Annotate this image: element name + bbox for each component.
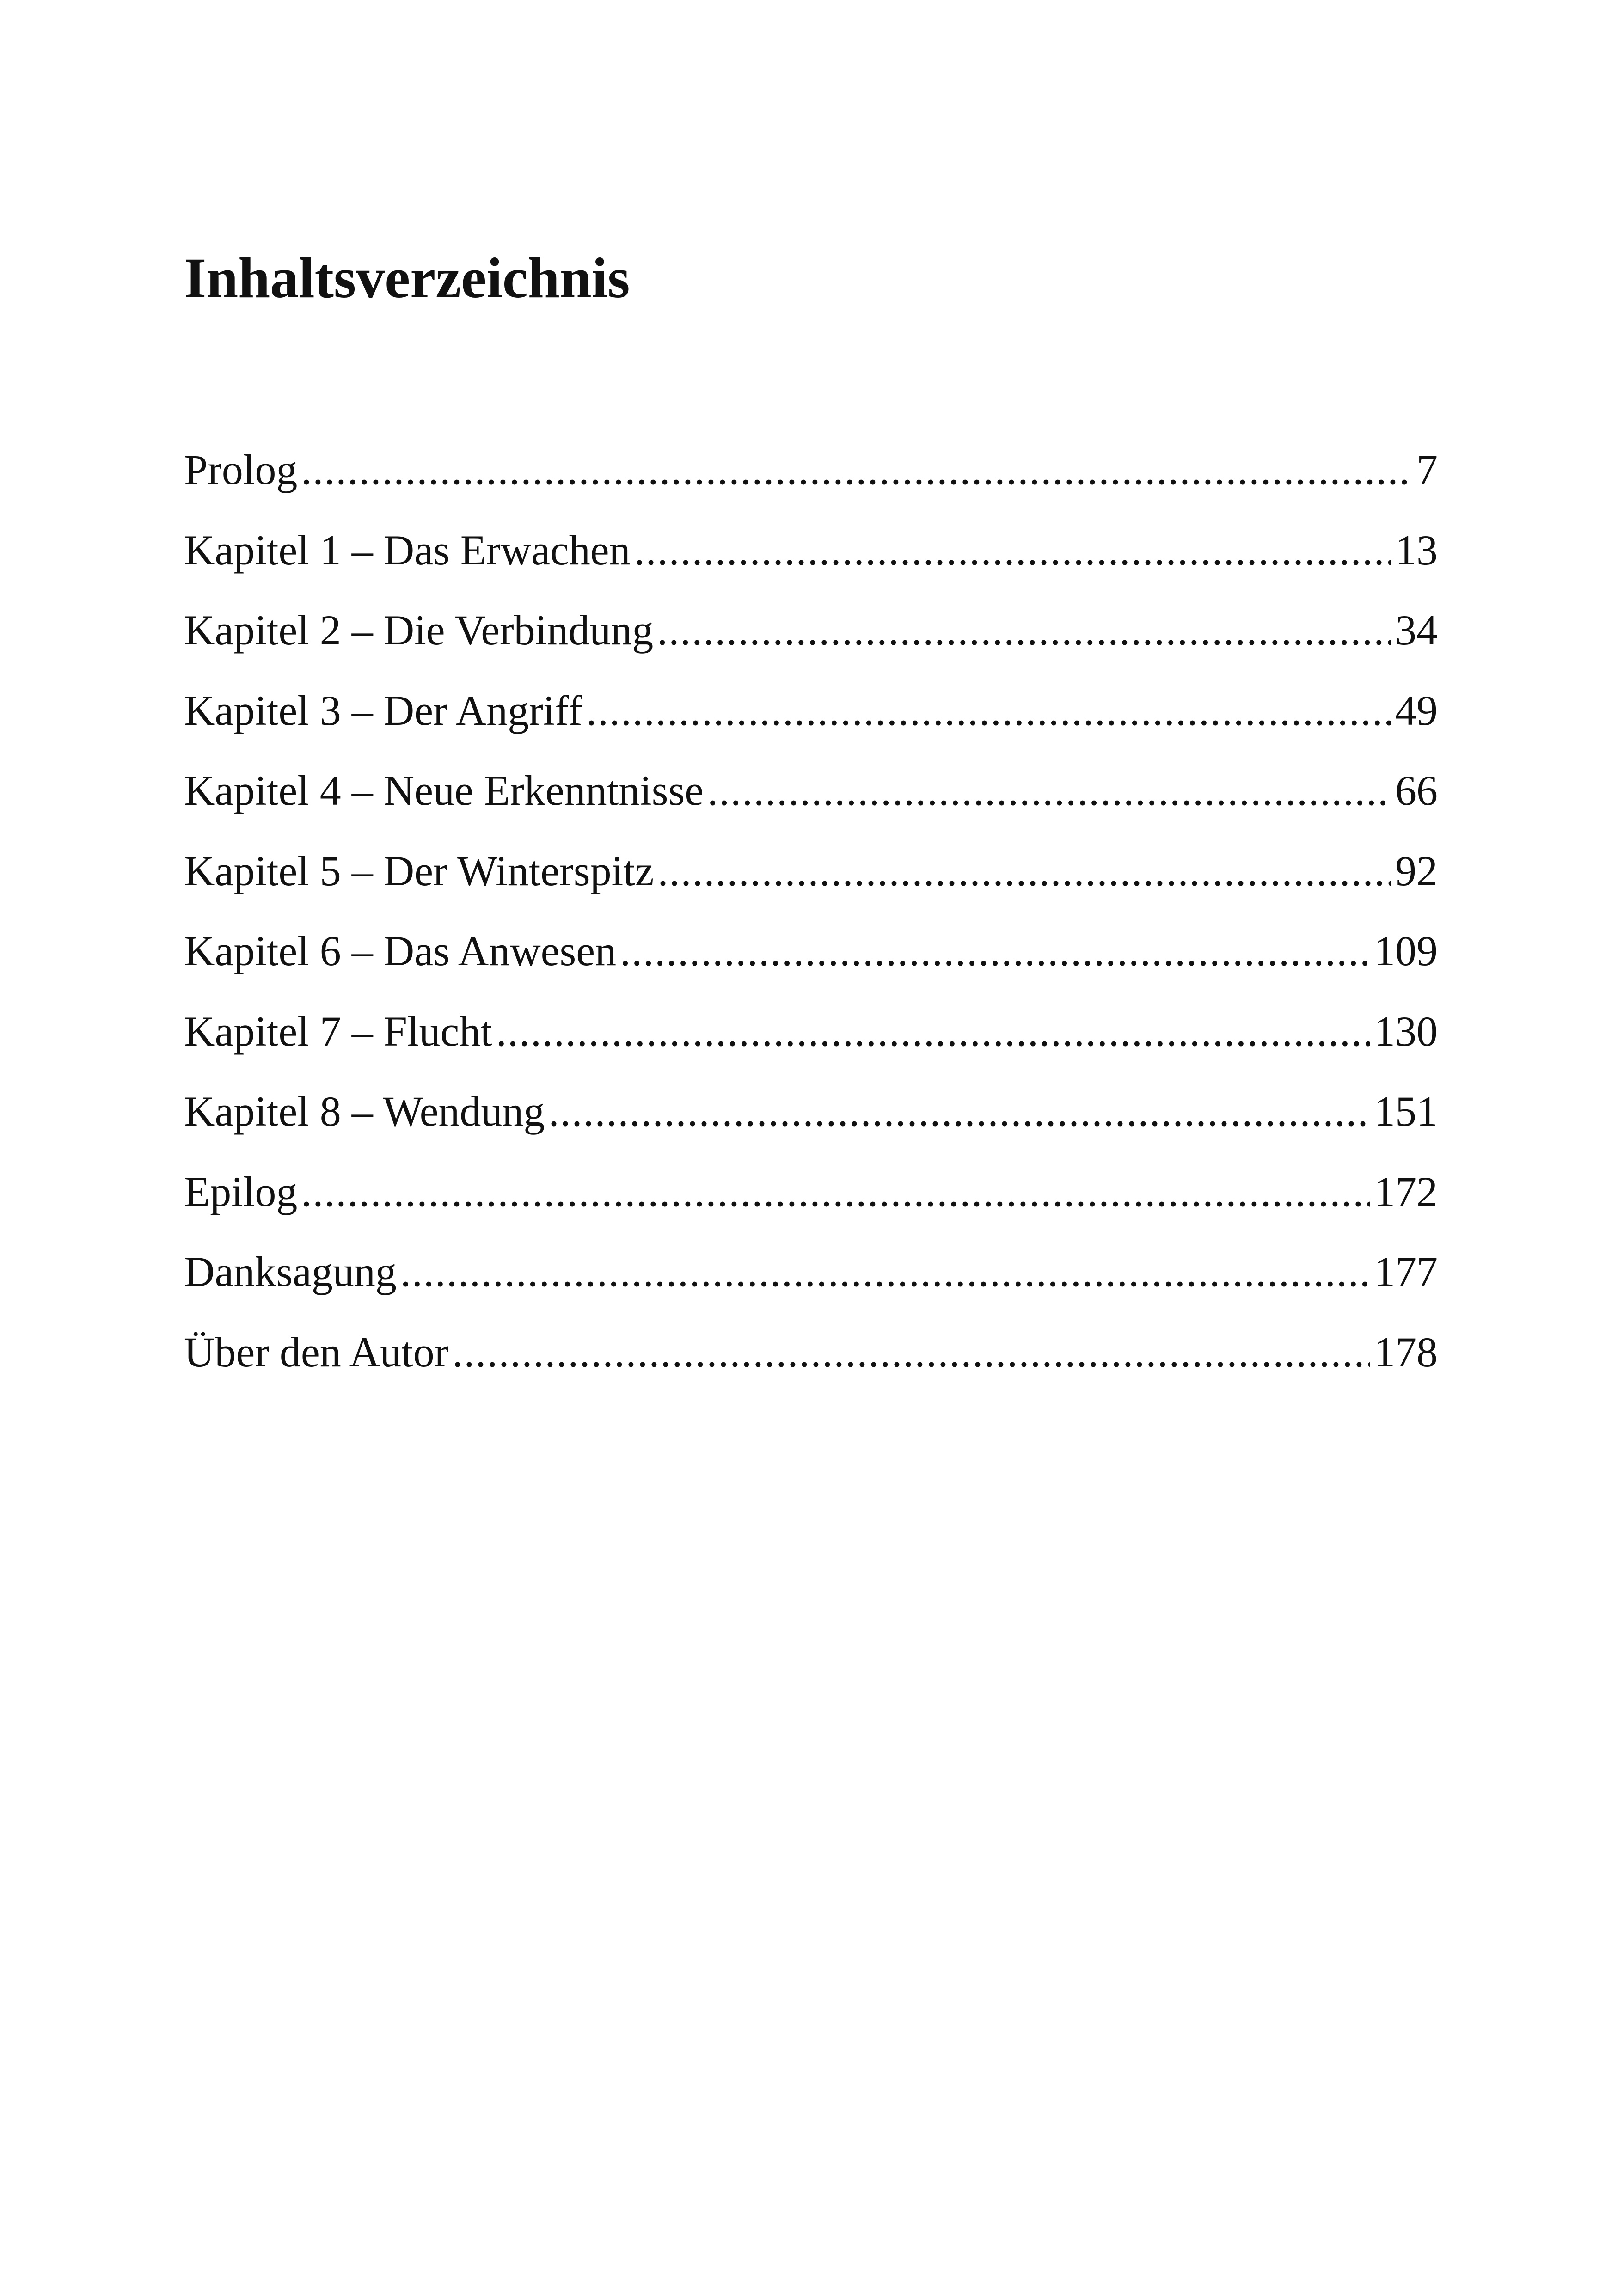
toc-dot-leader (586, 689, 1391, 732)
toc-page-number: 178 (1374, 1328, 1438, 1376)
toc-dot-leader (658, 850, 1391, 892)
toc-dot-leader (707, 769, 1391, 812)
toc-entry-label: Kapitel 1 – Das Erwachen (184, 526, 631, 574)
toc-entry-label: Danksagung (184, 1248, 397, 1295)
toc-dot-leader (657, 609, 1391, 651)
toc-dot-leader (452, 1331, 1370, 1373)
toc-page-number: 7 (1416, 446, 1438, 493)
toc-entry-label: Kapitel 5 – Der Winterspitz (184, 847, 654, 894)
toc-dot-leader (634, 529, 1391, 571)
toc-page-number: 109 (1374, 927, 1438, 974)
toc-entry-prolog[interactable] (184, 448, 1438, 529)
toc-page-number: 13 (1395, 526, 1438, 574)
toc-entry-kapitel-3[interactable] (184, 686, 1438, 770)
toc-entry-label: Epilog (184, 1168, 298, 1215)
toc-dot-leader (496, 1010, 1370, 1053)
toc-page-number: 130 (1374, 1007, 1438, 1055)
toc-entry-danksagung[interactable] (184, 1250, 1438, 1331)
toc-dot-leader (400, 1250, 1370, 1293)
toc-dot-leader (301, 448, 1413, 491)
toc-entry-kapitel-1[interactable] (184, 526, 1438, 609)
toc-entry-kapitel-5[interactable] (184, 847, 1438, 930)
toc-entry-label: Kapitel 3 – Der Angriff (184, 686, 582, 734)
toc-entry-epilog[interactable] (184, 1170, 1438, 1251)
toc-entry-kapitel-2[interactable] (184, 606, 1438, 689)
toc-page-number: 66 (1395, 767, 1438, 814)
toc-page-number: 151 (1374, 1088, 1438, 1135)
toc-entry-label: Über den Autor (184, 1328, 449, 1376)
toc-entry-label: Prolog (184, 446, 298, 493)
toc-entry-label: Kapitel 7 – Flucht (184, 1007, 492, 1055)
toc-entry-kapitel-8[interactable] (184, 1090, 1438, 1170)
toc-entry-ueber-den-autor[interactable] (184, 1328, 1438, 1411)
page-title: Inhaltsverzeichnis (184, 246, 630, 310)
toc-entry-label: Kapitel 4 – Neue Erkenntnisse (184, 767, 704, 814)
toc-page-number: 92 (1395, 847, 1438, 894)
toc-dot-leader (548, 1090, 1370, 1133)
table-of-contents (184, 448, 1438, 1411)
toc-entry-kapitel-4[interactable] (184, 769, 1438, 850)
toc-entry-kapitel-6[interactable] (184, 927, 1438, 1010)
toc-entry-label: Kapitel 2 – Die Verbindung (184, 606, 654, 654)
toc-page-number: 177 (1374, 1248, 1438, 1295)
toc-page-number: 34 (1395, 606, 1438, 654)
toc-page-number: 172 (1374, 1168, 1438, 1215)
toc-dot-leader (301, 1170, 1370, 1213)
toc-page-number: 49 (1395, 686, 1438, 734)
toc-dot-leader (620, 930, 1370, 972)
toc-entry-kapitel-7[interactable] (184, 1007, 1438, 1090)
toc-entry-label: Kapitel 6 – Das Anwesen (184, 927, 617, 974)
toc-entry-label: Kapitel 8 – Wendung (184, 1088, 545, 1135)
